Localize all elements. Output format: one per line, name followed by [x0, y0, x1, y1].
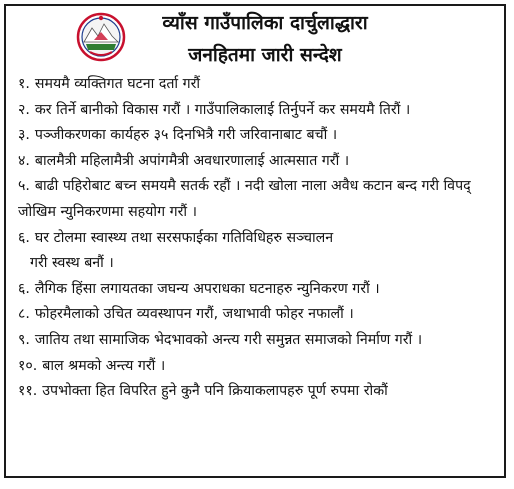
list-item [18, 72, 502, 98]
item-number: ६. [18, 280, 30, 297]
item-number: ४. [18, 152, 30, 169]
item-number: २. [18, 101, 30, 118]
item-number: ८. [18, 306, 30, 323]
item-text: कर तिर्ने बानीको विकास गरौं । गाउँपालिकालाई तिर्नुपर्ने कर समयमै तिरौं । [34, 101, 411, 118]
item-text: समयमै व्यक्तिगत घटना दर्ता गरौं [34, 76, 201, 92]
item-text: जातिय तथा सामाजिक भेदभावको अन्त्य गरी समुन्नत समाजको निर्माण गरौं । [34, 331, 423, 348]
item-text: उपभोक्ता हित विपरित हुने कुनै पनि क्रियाकलापहरु पूर्ण रुपमा रोकौं [42, 383, 388, 400]
notice-subtitle: जनहितमा जारी सन्देश [188, 44, 342, 66]
list-item [18, 149, 502, 175]
notice-board [4, 4, 506, 478]
item-number: ३. [18, 127, 30, 144]
item-text: लैगिक हिंसा लगायतका जघन्य अपराधका घटनाहरु न्युनिकरण गरौं । [34, 280, 380, 297]
list-item [18, 379, 502, 405]
item-text-continued: गरी स्वस्थ बनौं । [30, 255, 114, 272]
item-number: ५. [18, 178, 30, 195]
item-number: १०. [18, 357, 38, 374]
item-text: बाढी पहिरोबाट बच्न समयमै सतर्क रहौं । नदी खोला नाला अवैध कटान बन्द गरी विपद् जोखिम न्युनिकरणमा सहयोग गरौं । [18, 178, 471, 220]
item-number: ६. [18, 229, 30, 246]
item-text: घर टोलमा स्वास्थ्य तथा सरसफाईका गतिविधिहरु सञ्चालन [34, 229, 334, 246]
list-item [18, 328, 502, 354]
item-number: ११. [18, 383, 38, 400]
list-item [18, 354, 502, 380]
item-number: १. [18, 76, 30, 92]
list-item [18, 123, 502, 149]
list-item [18, 302, 502, 328]
item-text: पञ्जीकरणका कार्यहरु ३५ दिनभित्रै गरी जरिवानाबाट बचौं । [34, 127, 338, 144]
message-list [18, 72, 502, 405]
list-item [18, 277, 502, 303]
item-text: बालमैत्री महिलामैत्री अपांगमैत्री अवधारणालाई आत्मसात गरौं । [34, 152, 350, 169]
list-item [18, 98, 502, 124]
list-item [18, 174, 502, 225]
list-item [18, 226, 502, 277]
item-number: ९. [18, 331, 30, 348]
notice-title: व्याँस गाउँपालिका दार्चुलाद्धारा [162, 12, 368, 34]
item-text: फोहरमैलाको उचित व्यवस्थापन गरौं, जथाभावी फोहर नफालौं । [34, 306, 354, 323]
item-text: बाल श्रमको अन्त्य गरौं । [42, 357, 166, 374]
